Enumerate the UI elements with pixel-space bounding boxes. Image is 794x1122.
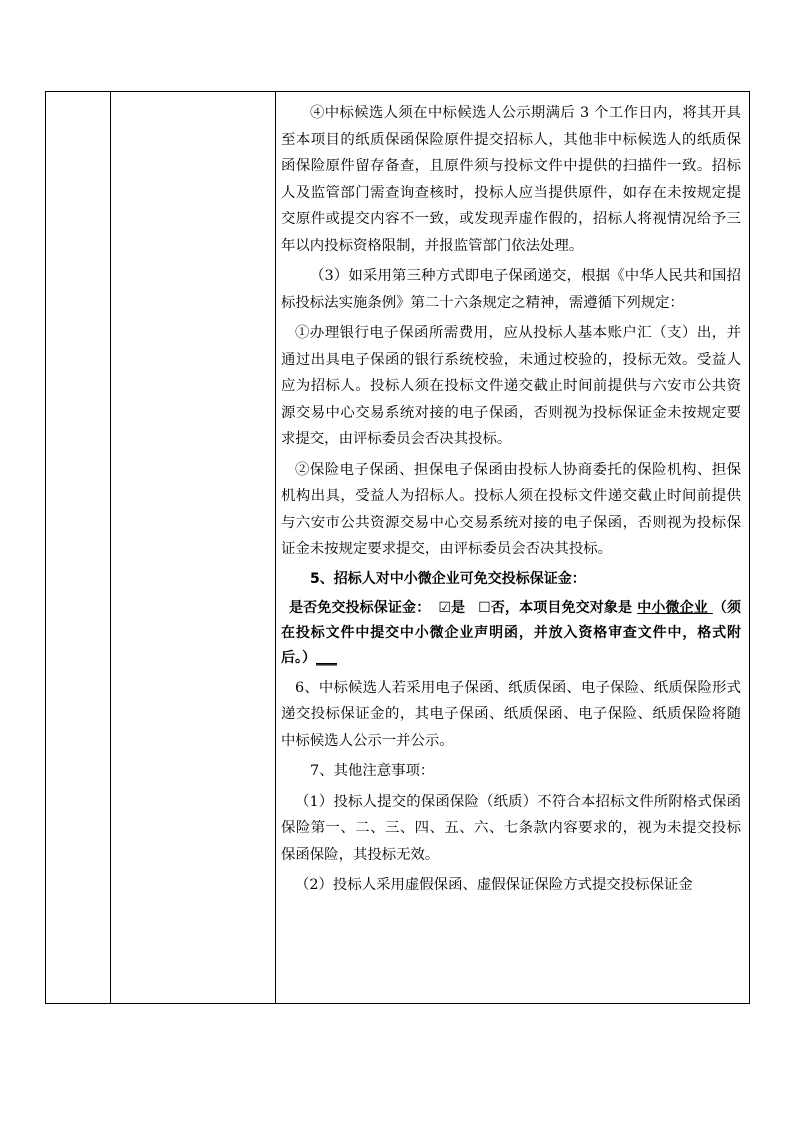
paragraph-original-submission: ④中标候选人须在中标候选人公示期满后 3 个工作日内，将其开具至本项目的纸质保函保险原件提交招标人，其他非中标候选人的纸质保函保险原件留存备查，且原件须与投标文件中提供的扫描件一致。招标人及监管部门需查询查核时，投标人应当提供原件，如存在未按规定提交原件或提交内容不一致，或发现弄虚作假的，招标人将视情况给予三年以内投标资格限制，并报监管部门依法处理。 <box>281 105 741 254</box>
heading-other-notes: 7、其他注意事项： <box>310 763 435 779</box>
empty-cell-first <box>46 92 111 1004</box>
content-body <box>276 92 749 899</box>
paragraph-publicity: 6、中标候选人若采用电子保函、纸质保函、电子保险、纸质保险形式递交投标保证金的，其电子保函、纸质保函、电子保险、纸质保险将随中标候选人公示一并公示。 <box>281 679 741 749</box>
option-no-label: 否，本项目免交对象是 <box>490 599 638 616</box>
checkbox-empty-icon: ☐ <box>478 599 491 616</box>
content-cell <box>276 92 750 1004</box>
exemption-question: 是否免交投标保证金： <box>289 599 431 616</box>
exemption-note: （须在投标文件中提交中小微企业声明函，并放入资格审查文件中，格式附后。） <box>281 599 742 666</box>
heading-sme-exemption: 5、招标人对中小微企业可免交投标保证金： <box>310 570 586 587</box>
exemption-blank: ___ <box>316 649 337 666</box>
paragraph-exemption-option <box>281 596 741 671</box>
paragraph-insurance-guarantee: ②保险电子保函、担保电子保函由投标人协商委托的保险机构、担保机构出具，受益人为招标人。投标人须在投标文件递交截止时间前提供与六安市公共资源交易中心交易系统对接的电子保函，否则视为投标保证金未按规定要求提交，由评标委员会否决其投标。 <box>281 461 741 557</box>
exemption-target: 中小微企业 <box>637 599 713 616</box>
paragraph-bank-guarantee: ①办理银行电子保函所需费用，应从投标人基本账户汇（支）出，并通过出具电子保函的银行系统校验，未通过校验的，投标无效。受益人应为招标人。投标人须在投标文件递交截止时间前提供与六安市公共资源交易中心交易系统对接的电子保函，否则视为投标保证金未按规定要求提交，由评标委员会否决其投标。 <box>281 325 741 447</box>
paragraph-electronic-guarantee-intro: （3）如采用第三种方式即电子保函递交，根据《中华人民共和国招标投标法实施条例》第二十六条规定之精神，需遵循下列规定： <box>281 268 741 311</box>
empty-cell-second <box>111 92 276 1004</box>
paragraph-note-1: （1）投标人提交的保函保险（纸质）不符合本招标文件所附格式保函保险第一、二、三、四、五、六、七条款内容要求的，视为未提交投标保函保险，其投标无效。 <box>281 793 741 863</box>
checkbox-checked-icon: ☑ <box>438 599 451 616</box>
paragraph-note-2: （2）投标人采用虚假保函、虚假保证保险方式提交投标保证金 <box>295 877 693 893</box>
document-table <box>45 91 750 1004</box>
option-yes-label: 是 <box>450 599 471 616</box>
table-row <box>46 92 750 1004</box>
